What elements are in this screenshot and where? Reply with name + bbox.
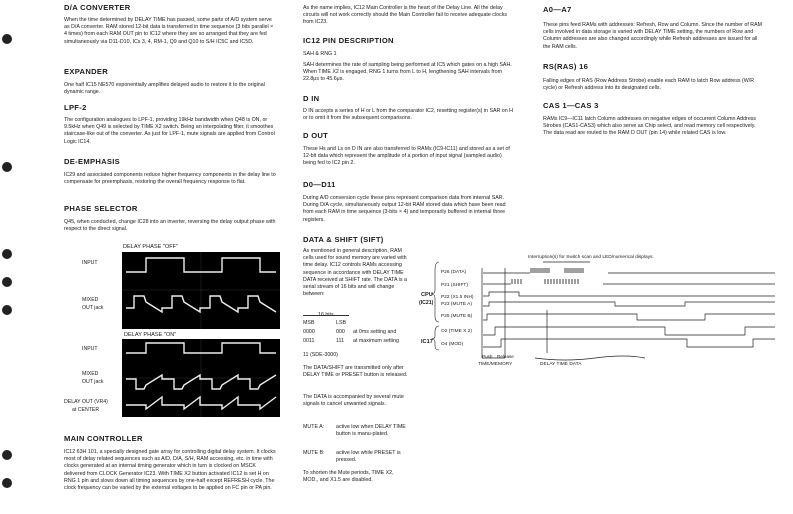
mixed-label-on: MIXED [82,371,99,377]
expander-heading: EXPANDER [64,67,109,76]
d-out-paragraph: These Hs and Ls on D IN are also transferred to RAMs (IC9-IC11) and stored as a set of 12-bit data which represent the amplitude of a portion of input signal (sampled audio) being fed to IC2 pin 2. [303,146,510,167]
release-label: Release [497,354,514,359]
signal-p26-data: P26 (DATA) [441,270,467,275]
mixed-jack-label-on: OUT jack [82,379,104,385]
da-converter-heading: D/A CONVERTER [64,3,131,12]
msb-label: MSB [303,320,315,326]
main-controller-intro-paragraph: As the name implies, IC12 Main Controller is the heart of the Delay Line. All the delay circuits will not work correctly should the Main Controller fail to receive adequate clocks from IC23. [303,5,508,26]
a0-a7-paragraph: These pins feed RAMs with addresses: Refresh, Row and Column. Since the number of RAM cells involved in data storage is varied with DELAY TIME setting, the numbers of Row and Column addresses are also changed accordingly while Refresh addresses are issued for all the RAM cells. [543,22,763,50]
binder-hole [2,34,12,44]
lpf2-paragraph: The configuration analogues to LPF-1, providing 19kHz bandwidth when Q48 is ON, or 9.5kHz when Q49 is selected by TIME X2 switch. Being an interpolating filter, it smoothes staircase-like out of the converter. As just for LPF-1, mute signals are applied from Control Logic IC14. [64,117,275,145]
data-shift-paragraph: As mentioned in general description, RAM cells used for sound memory are varied with time delay. IC12 controls RAMs accessing sequence in accordance with DELAY TIME DATA received at SHIFT rate. The DATA is a serial stream of 16 bits and will change between: [303,248,407,298]
mute-b-description: active low while PRESET is pressed. [336,450,401,464]
phase-off-title: DELAY PHASE "OFF" [123,244,179,250]
ic21-label: (IC21) [419,300,434,306]
cas-heading: CAS 1—CAS 3 [543,101,599,110]
data-shift-heading: DATA & SHIFT (SIFT) [303,235,384,244]
signal-o4-mod: O4 (MOD) [441,342,464,347]
binder-hole [2,478,12,488]
min-setting-note: at 0ms setting and [353,329,397,335]
d-in-paragraph: D IN accepts a series of H or L from the comparator IC2, resetting register(s) in SAR on H or to omit it from the subsequent comparisons. [303,108,513,122]
scope-trace-phase-off [122,252,280,329]
sixteen-bits-label: 16 bits [318,312,334,318]
min-code-high: 0000 [303,329,315,335]
signal-p22-x15-inh: P22 (X1.5 INH) [441,295,474,300]
de-emphasis-heading: DE-EMPHASIS [64,157,121,166]
d0-d11-paragraph: During A/D conversion cycle these pins represent comparison data from internal SAR. During D/A cycle, simultaneously output 12-bit RAM stored data which have been read from each RAM in time sequence (3-bits × 4) and temporarily buffered in internal three registers. [303,195,506,223]
delay-out-center-label: at CENTER [72,407,100,413]
ras-heading: RS(RAS) 16 [543,62,589,71]
a0-a7-heading: A0—A7 [543,5,572,14]
phase-on-title: DELAY PHASE "ON" [124,332,177,338]
lsb-label: LSB [336,320,347,326]
d0-d11-heading: D0—D11 [303,180,336,189]
d-out-heading: D OUT [303,131,329,140]
sah-rng1-heading: SAH & RNG 1 [303,51,337,57]
interruption-note: Interruption(s) for Switch scan and LED/numerical displays. [528,255,654,260]
de-emphasis-paragraph: IC29 and associated components reduce higher frequency components in the delay line to compensate for preemphasis, restoring the overall frequency response to flat. [64,172,276,186]
lpf2-heading: LPF-2 [64,103,87,112]
scope-trace-phase-on [122,339,280,417]
input-label-off: INPUT [82,260,98,266]
mixed-label-off: MIXED [82,297,99,303]
delay-time-data-label: DELAY TIME DATA [540,362,582,367]
transmit-paragraph: The DATA/SHIFT are transmitted only after DELAY TIME or PRESET button is released. [303,365,408,379]
mute-a-description: active low when DELAY TIME button is manu-plated. [336,424,406,438]
binder-hole [2,249,12,259]
sde-3000-label: 11 (SDE-3000) [303,352,338,358]
max-code-high: 0011 [303,338,315,344]
binder-hole [2,450,12,460]
main-controller-heading: MAIN CONTROLLER [64,434,143,443]
mixed-jack-label-off: OUT jack [82,305,104,311]
ic17-label: IC17 [421,339,433,345]
push-label: Push [482,354,493,359]
sah-paragraph: SAH determines the rate of sampling being performed at IC5 which gates on a high SAH. When TIME X2 is engaged, RNG 1 turns from L to H, lengthening SAH intervals from 22.8μs to 45.6μs. [303,62,512,83]
bits-span-line [303,315,349,316]
shorten-mute-paragraph: To shorten the Mute periods, TIME X2, MOD., and X1.5 are disabled. [303,470,394,484]
ras-paragraph: Falling edges of RAS (Row Address Strobe) enable each RAM to latch Row address (W/R cycle) or Refresh address into its designated cells. [543,78,755,92]
da-converter-paragraph: When the time determined by DELAY TIME has passed, some parts of A/D system serve as D/A converter. RAM stored 12-bit data is transferred in time sequence (3 bits parallel × 4 times) from each RAM OUT pin to IC12 where they are so arranged that they are fed simultaneously via D11-D10, ICs 3, 4, RM-1, Q9 and Q10 to S/H IC5C and IC5D. [64,17,274,45]
mute-a-label: MUTE A: [303,424,325,430]
phase-selector-heading: PHASE SELECTOR [64,204,138,213]
timing-diagram [415,250,785,375]
cas-paragraph: RAMs IC9—IC11 latch Column addresses on negative edges of occurrent Column Address Strobes (CAS1-CAS3) which also serve as Chip select, and read memory cell respectively. The data read are routed to the RAM D OUT (pin 14) while related CAS is low. [543,116,757,137]
binder-hole [2,305,12,315]
main-controller-paragraph: IC12 63H 101, a specially designed gate array for controlling digital delay system. It clocks most of delay related sequences such as A/D, D/A, S/H, RAM accessing, etc. in time with clocks generated at an internal timing generator which in turn is clocked on MSCK delivered from CLOCK Generator IC23. With TIME X2 button activated IC12 is set H on RNG 1 pin and slows down all timing sequences by one-half except REFRESH cycle. The clock frequency can be varied by the external voltages to be applied on FC pin or PA pin. [64,449,276,492]
binder-hole [2,162,12,172]
binder-hole [2,277,12,287]
mute-intro-paragraph: The DATA is accompanied by several mute signals to cancel unwanted signals. [303,394,404,408]
min-code-low: 000 [336,329,345,335]
pin-description-heading: IC12 PIN DESCRIPTION [303,36,394,45]
signal-o2-time-x2: O2 (TIME X 2) [441,329,472,334]
signal-p23-mute-a: P23 (MUTE A) [441,302,472,307]
max-setting-note: at maximum setting [353,338,399,344]
expander-paragraph: One half IC15 NE570 exponentially amplifies delayed audio to restore it to the original dynamic range. [64,82,265,96]
phase-selector-paragraph: Q45, when conducted, change IC28 into an inverter, reversing the delay output phase with respect to the direct signal. [64,219,276,233]
time-memory-label: TIME/MEMORY [478,362,513,367]
input-label-on: INPUT [82,346,98,352]
cpu-label: CPU [421,292,433,298]
mute-b-label: MUTE B: [303,450,325,456]
max-code-low: 111 [336,338,345,344]
d-in-heading: D IN [303,94,320,103]
delay-out-label: DELAY OUT (VR4) [64,399,108,405]
signal-p25-mute-b: P25 (MUTE B) [441,314,473,319]
signal-p21-shift: P21 (SHIFT) [441,283,468,288]
